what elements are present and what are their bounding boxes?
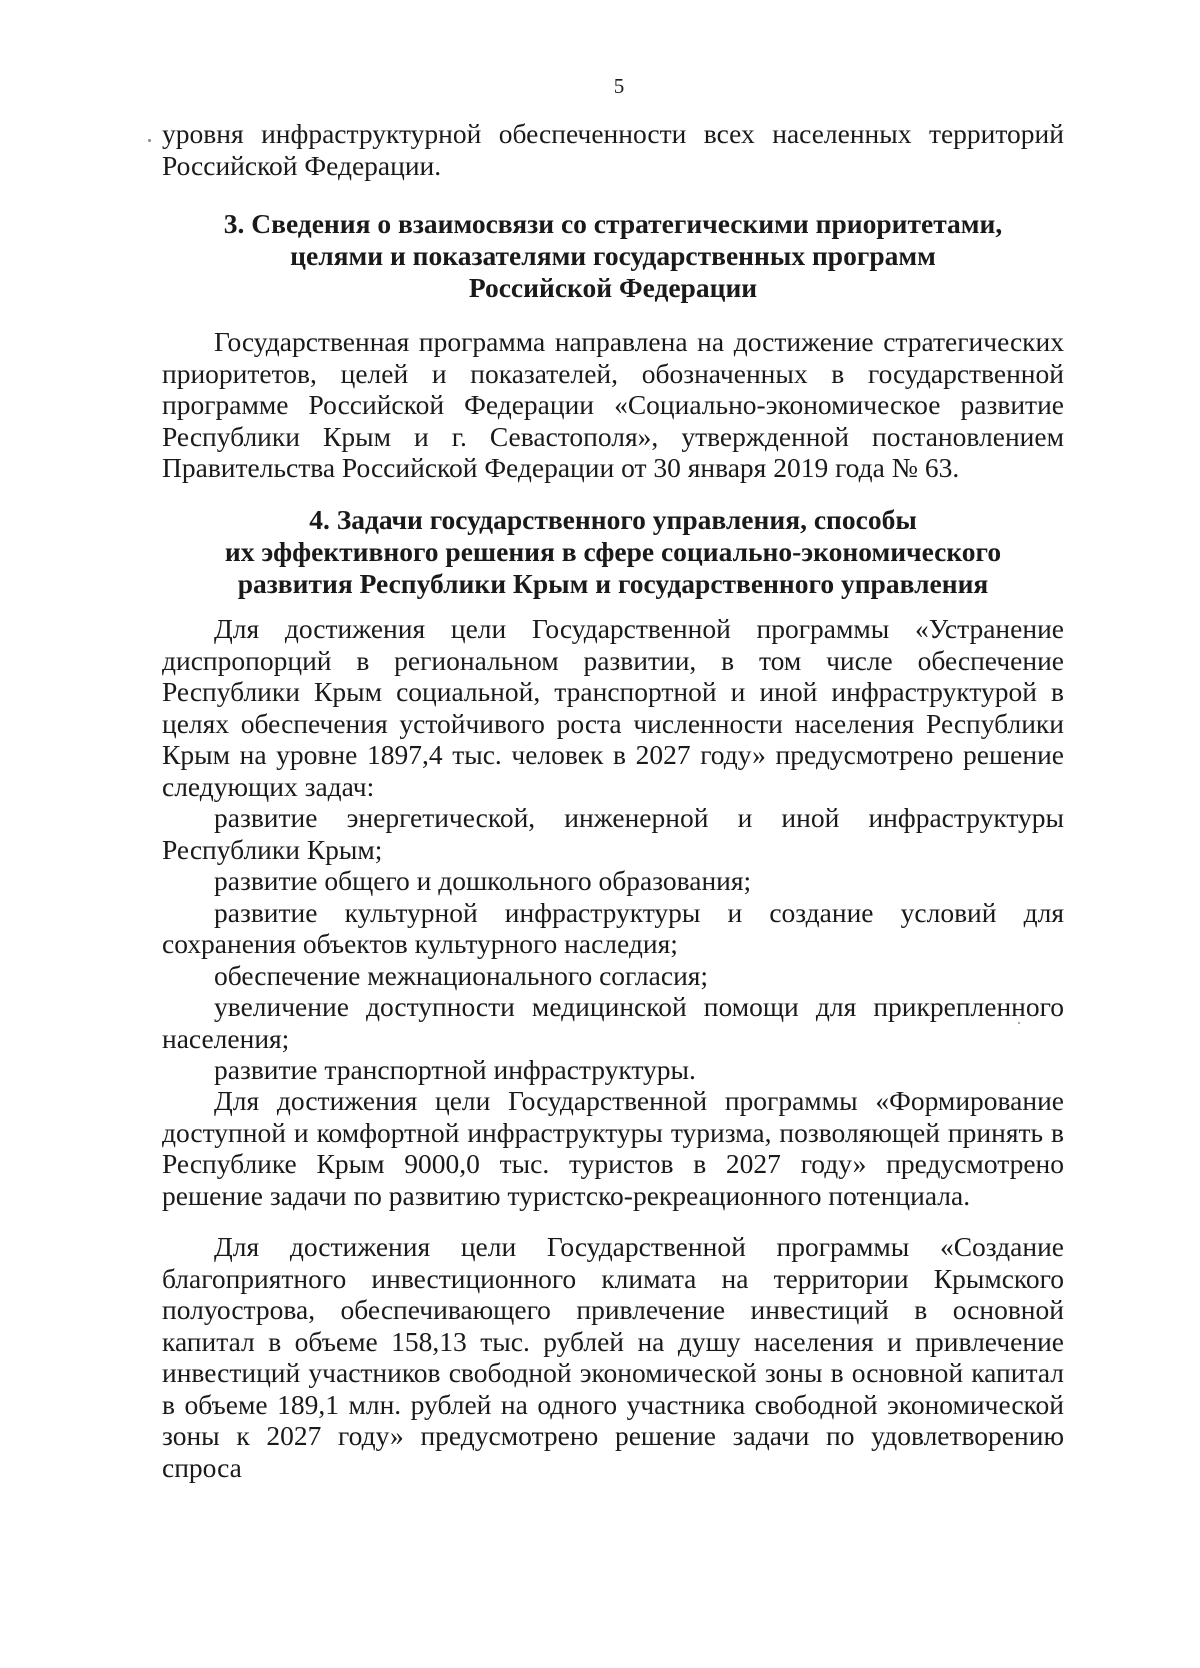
section-4-heading-line: их эффективного решения в сфере социально-экономического — [224, 536, 1002, 567]
section-4-heading — [162, 504, 1064, 600]
task-item: развитие общего и дошкольного образования; — [214, 865, 752, 896]
intro-text: уровня инфраструктурной обеспеченности всех населенных территорий Российской Федерации. — [162, 118, 1064, 181]
section-4-body-3 — [162, 1231, 1064, 1483]
scan-speck — [148, 139, 151, 142]
section-4-body-2 — [162, 1085, 1064, 1211]
task-item: развитие культурной инфраструктуры и создание условий для сохранения объектов культурного наследия; — [162, 896, 1064, 959]
section-3-body — [162, 326, 1064, 484]
section-3-heading-line: целями и показателями государственных программ — [290, 240, 936, 271]
task-item: развитие транспортной инфраструктуры. — [214, 1054, 696, 1085]
scan-speck — [1018, 1022, 1020, 1024]
section-4-paragraph-3: Для достижения цели Государственной программы «Создание благоприятного инвестиционного климата на территории Крымского полуострова, обеспечивающего привлечение инвестиций в основной капитал в объеме 158,13 тыс. рублей на душу населения и привлечение инвестиций участников свободной экономической зоны в основной капитал в объеме 189,1 млн. рублей на одного участника свободной экономической зоны к 2027 году» предусмотрено решение задачи по удовлетворению спроса — [162, 1231, 1064, 1483]
section-3-paragraph: Государственная программа направлена на достижение стратегических приоритетов, целей и показателей, обозначенных в государственной программе Российской Федерации «Социально-экономическое развитие Республики Крым и г. Севастополя», утвержденной постановлением Правительства Российской Федерации от 30 января 2019 года № 63. — [162, 326, 1064, 483]
page-number: 5 — [613, 74, 625, 98]
section-3-heading — [162, 208, 1064, 304]
section-4-heading-line: развития Республики Крым и государственного управления — [237, 568, 989, 599]
task-item: увеличение доступности медицинской помощи для прикрепленного населения; — [162, 991, 1064, 1054]
section-3-heading-line: Российской Федерации — [468, 272, 758, 303]
section-4-heading-line: 4. Задачи государственного управления, способы — [309, 504, 917, 535]
section-4-paragraph-2: Для достижения цели Государственной программы «Формирование доступной и комфортной инфраструктуры туризма, позволяющей принять в Республике Крым 9000,0 тыс. туристов в 2027 году» предусмотрено решение задачи по развитию туристско-рекреационного потенциала. — [162, 1085, 1064, 1211]
task-item: развитие энергетической, инженерной и иной инфраструктуры Республики Крым; — [162, 802, 1064, 865]
intro-paragraph — [162, 118, 1064, 181]
task-item: обеспечение межнационального согласия; — [214, 959, 709, 991]
section-4-body — [162, 613, 1064, 1086]
section-4-paragraph-1: Для достижения цели Государственной программы «Устранение диспропорций в региональном развитии, в том числе обеспечение Республики Крым социальной, транспортной и иной инфраструктурой в целях обеспечения устойчивого роста численности населения Республики Крым на уровне 1897,4 тыс. человек в 2027 году» предусмотрено решение следующих задач: — [162, 613, 1064, 802]
section-3-heading-line: 3. Сведения о взаимосвязи со стратегическими приоритетами, — [223, 208, 1003, 239]
